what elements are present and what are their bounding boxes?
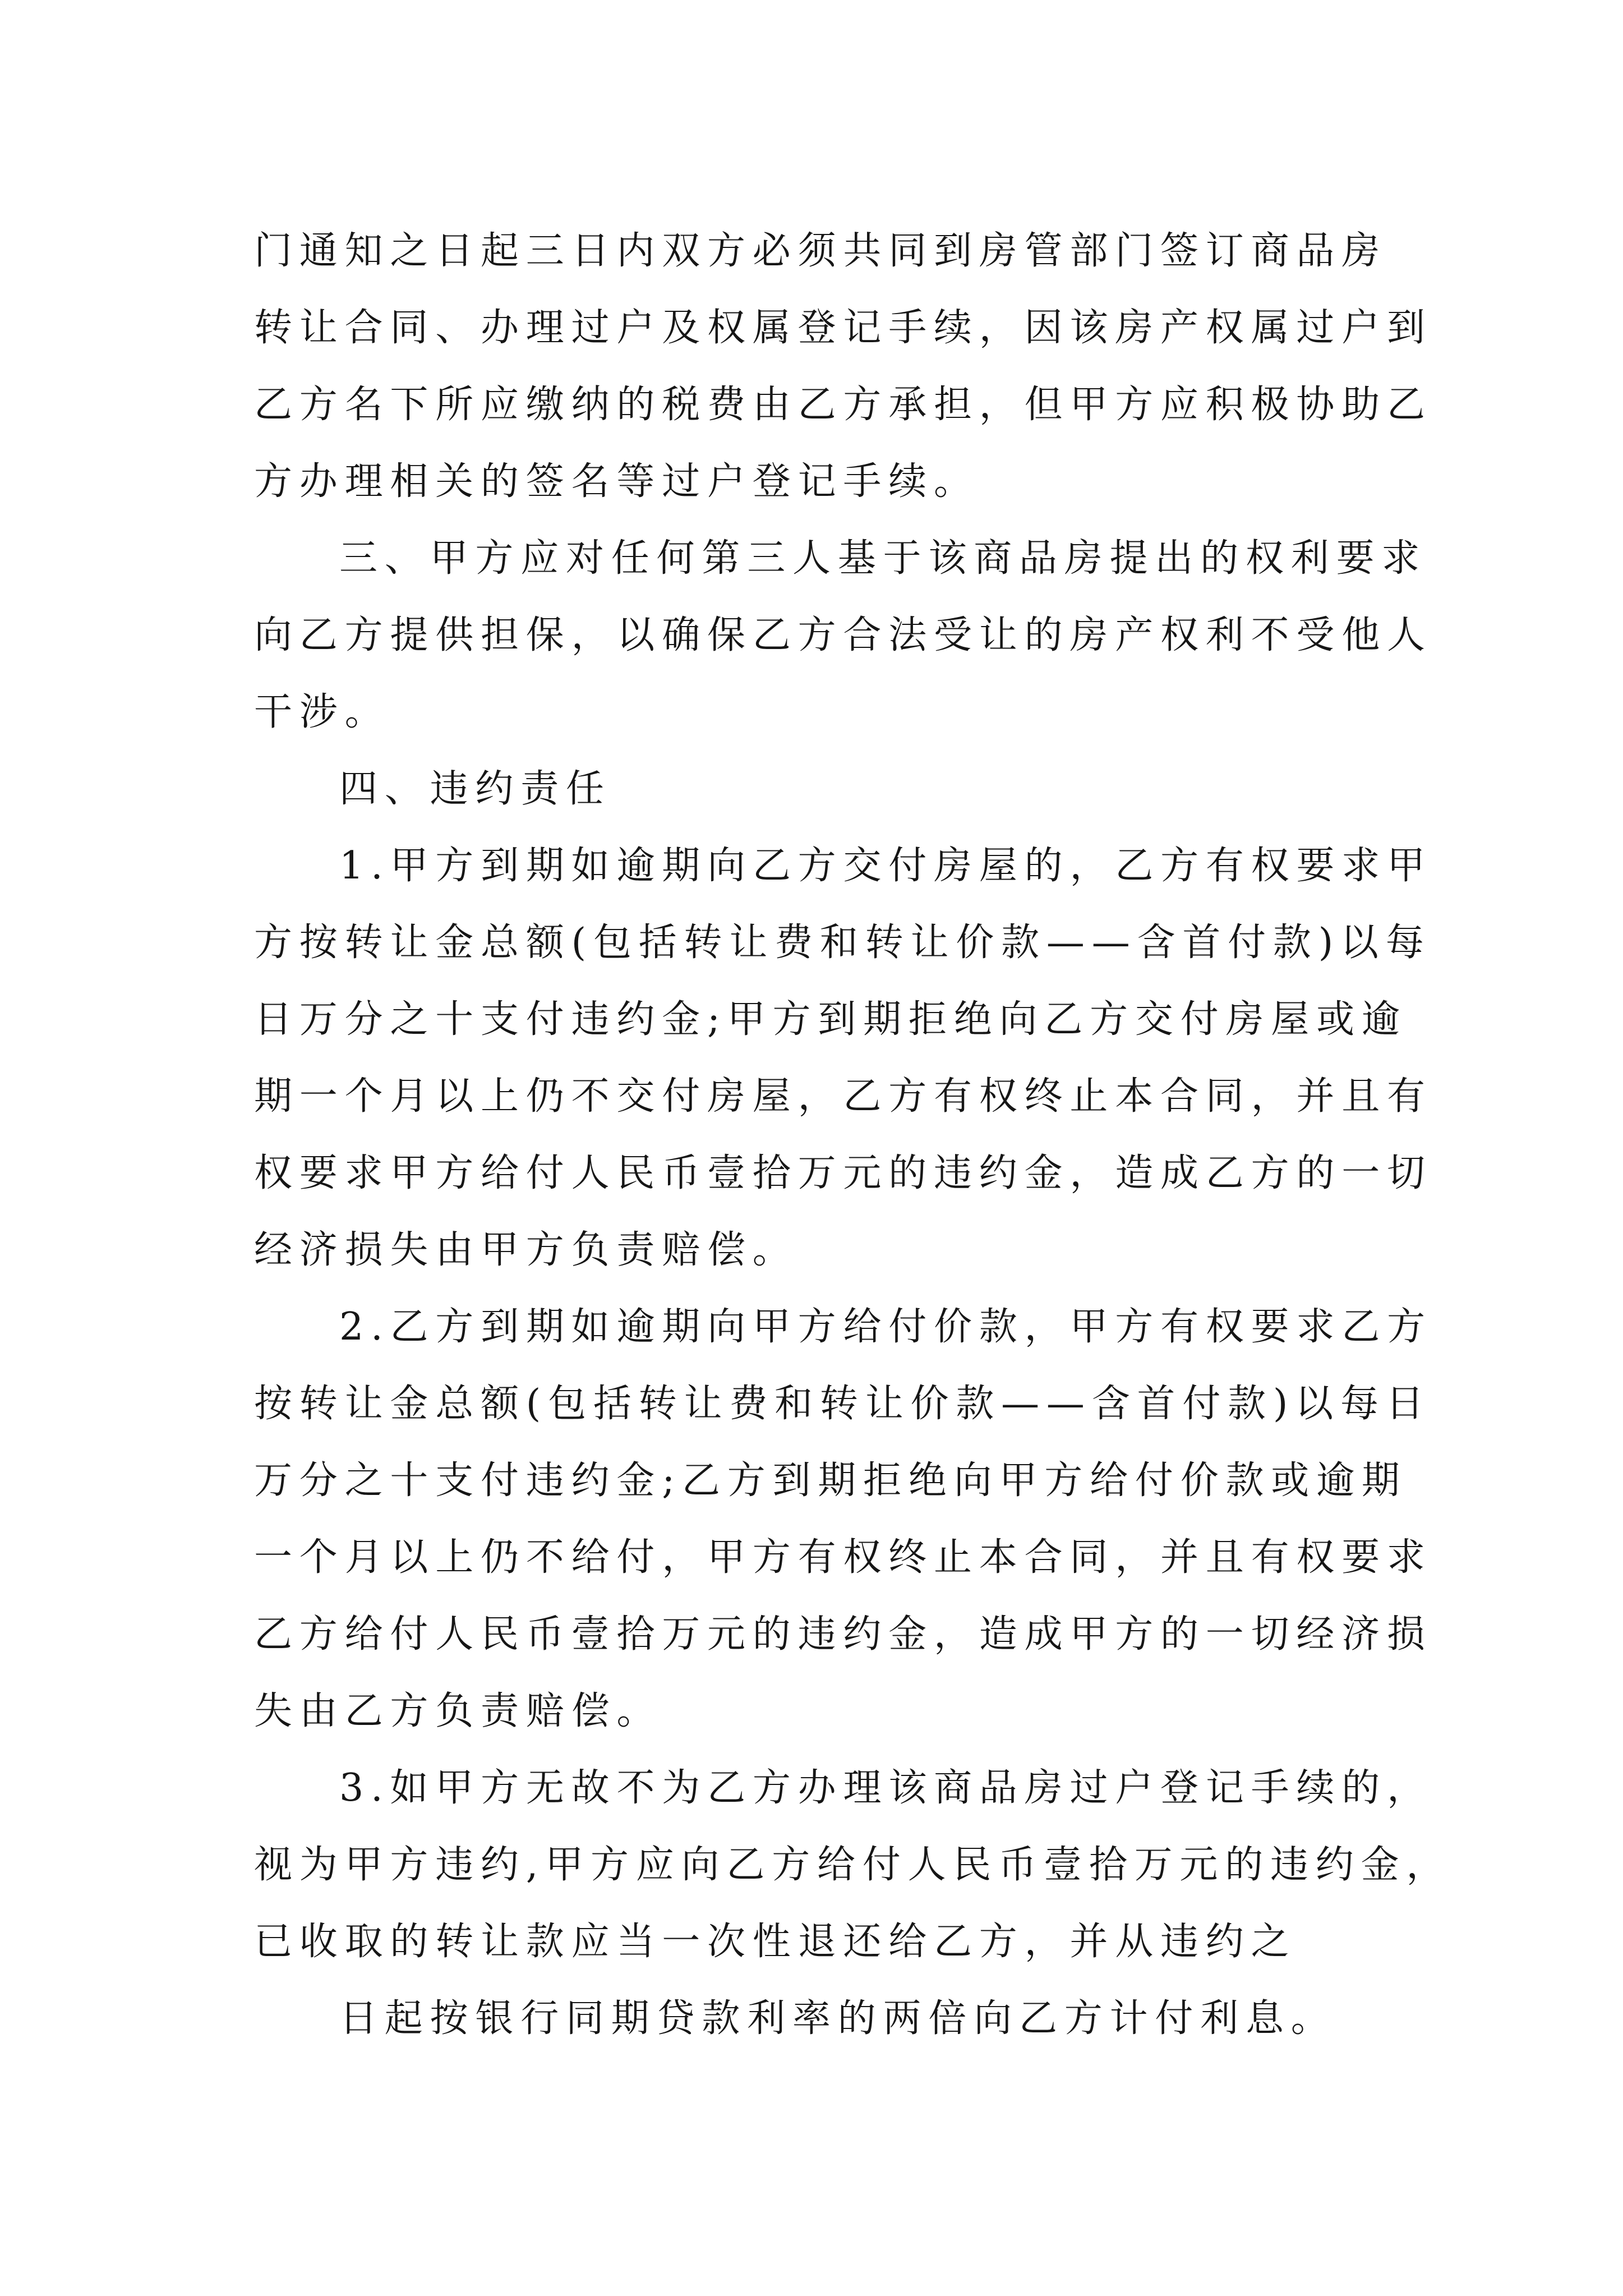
text-line: 2.乙方到期如逾期向甲方给付价款，甲方有权要求乙方 xyxy=(339,1305,1432,1349)
text-line: 方办理相关的签名等过户登记手续。 xyxy=(254,459,979,504)
clause-breach-registration xyxy=(254,1750,1452,1980)
paragraph-transfer-procedures xyxy=(254,213,1432,520)
text-line: 已收取的转让款应当一次性退还给乙方，并从违约之 xyxy=(254,1920,1297,1964)
text-line: 日万分之十支付违约金;甲方到期拒绝向乙方交付房屋或逾 xyxy=(254,997,1407,1042)
text-line: 3.如甲方无故不为乙方办理该商品房过户登记手续的， xyxy=(339,1766,1432,1810)
text-line: 门通知之日起三日内双方必须共同到房管部门签订商品房 xyxy=(254,229,1387,273)
text-line: 干涉。 xyxy=(254,690,390,734)
text-line: 一个月以上仍不给付，甲方有权终止本合同，并且有权要求 xyxy=(254,1535,1432,1580)
text-line: 向乙方提供担保，以确保乙方合法受让的房产权利不受他人 xyxy=(254,613,1432,657)
text-line: 按转让金总额(包括转让费和转让价款——含首付款)以每日 xyxy=(254,1382,1431,1426)
contract-body-text xyxy=(254,213,1452,2057)
text-line: 经济损失由甲方负责赔偿。 xyxy=(254,1228,798,1272)
text-line: 失由乙方负责赔偿。 xyxy=(254,1689,662,1733)
text-line: 乙方名下所应缴纳的税费由乙方承担，但甲方应积极协助乙 xyxy=(254,383,1432,427)
clause-three-guarantee xyxy=(254,520,1432,751)
text-line: 万分之十支付违约金;乙方到期拒绝向甲方给付价款或逾期 xyxy=(254,1458,1407,1503)
text-line: 三、甲方应对任何第三人基于该商品房提出的权利要求 xyxy=(339,536,1427,581)
text-line: 转让合同、办理过户及权属登记手续，因该房产权属过户到 xyxy=(254,306,1432,350)
text-line: 方按转让金总额(包括转让费和转让价款——含首付款)以每 xyxy=(254,921,1431,965)
section-heading: 四、违约责任 xyxy=(339,767,611,811)
text-line: 视为甲方违约,甲方应向乙方给付人民币壹拾万元的违约金， xyxy=(254,1843,1452,1887)
clause-four-heading xyxy=(254,751,1387,827)
text-line: 日起按银行同期贷款利率的两倍向乙方计付利息。 xyxy=(339,1996,1336,2041)
text-line: 乙方给付人民币壹拾万元的违约金，造成甲方的一切经济损 xyxy=(254,1612,1432,1657)
clause-interest-continuation xyxy=(254,1980,1387,2057)
clause-breach-buyer-payment xyxy=(254,1289,1432,1750)
text-line: 1.甲方到期如逾期向乙方交付房屋的，乙方有权要求甲 xyxy=(339,844,1432,888)
clause-breach-seller-delivery xyxy=(254,827,1432,1289)
text-line: 期一个月以上仍不交付房屋，乙方有权终止本合同，并且有 xyxy=(254,1074,1432,1119)
text-line: 权要求甲方给付人民币壹拾万元的违约金，造成乙方的一切 xyxy=(254,1151,1432,1195)
